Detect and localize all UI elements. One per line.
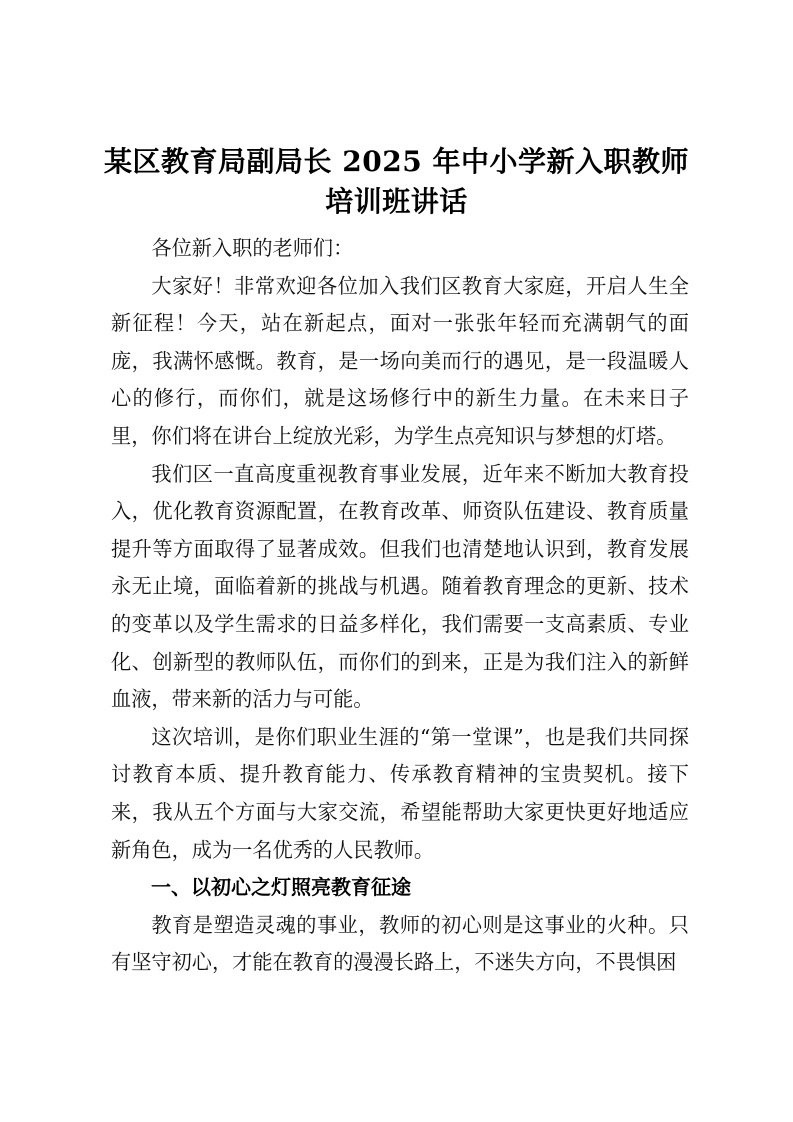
paragraph-welcome: 大家好！非常欢迎各位加入我们区教育大家庭，开启人生全新征程！今天，站在新起点，面对一张张年轻而充满朝气的面庞，我满怀感慨。教育，是一场向美而行的遇见，是一段温暖人心的修行，而你们，就是这场修行中的新生力量。在未来日子里，你们将在讲台上绽放光彩，为学生点亮知识与梦想的灯塔。 (111, 273, 689, 448)
paragraph-section-1: 教育是塑造灵魂的事业，教师的初心则是这事业的火种。只有坚守初心，才能在教育的漫漫长路上，不迷失方向，不畏惧困 (111, 912, 689, 975)
paragraph-training-intro: 这次培训，是你们职业生涯的“第一堂课”，也是我们共同探讨教育本质、提升教育能力、传承教育精神的宝贵契机。接下来，我从五个方面与大家交流，希望能帮助大家更快更好地适应新角色，成为一名优秀的人民教师。 (111, 724, 689, 862)
document-body (111, 230, 689, 982)
paragraph-district-development: 我们区一直高度重视教育事业发展，近年来不断加大教育投入，优化教育资源配置，在教育改革、师资队伍建设、教育质量提升等方面取得了显著成效。但我们也清楚地认识到，教育发展永无止境，面临着新的挑战与机遇。随着教育理念的更新、技术的变革以及学生需求的日益多样化，我们需要一支高素质、专业化、创新型的教师队伍，而你们的到来，正是为我们注入的新鲜血液，带来新的活力与可能。 (111, 461, 689, 712)
section-heading-1: 一、以初心之灯照亮教育征途 (151, 875, 411, 900)
salutation: 各位新入职的老师们： (151, 236, 354, 260)
document-title: 某区教育局副局长 2025 年中小学新入职教师培训班讲话 (104, 145, 689, 218)
